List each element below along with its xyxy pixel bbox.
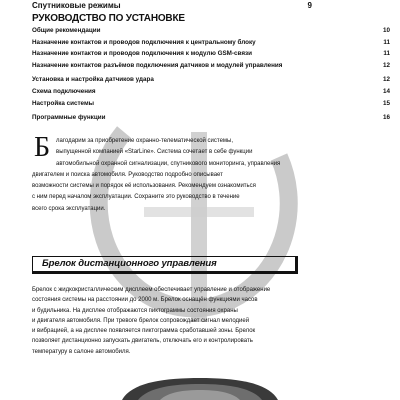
toc-entry: [32, 114, 390, 126]
toc-entry-page: 14: [382, 87, 390, 95]
toc-entry-title: Назначение контактов разъёмов подключения датчиков и модулей управления: [32, 61, 283, 69]
toc-entry: [32, 27, 390, 39]
toc-entry-title: Схема подключения: [32, 87, 96, 95]
toc-entry: [32, 62, 390, 74]
section-heading-text: Брелок дистанционного управления: [42, 258, 217, 269]
toc-entry-title: Настройка системы: [32, 99, 95, 107]
body-paragraph: [32, 285, 368, 357]
table-of-contents: [32, 27, 390, 126]
toc-entry-page: 11: [383, 38, 390, 46]
text-line: всего срока эксплуатации.: [32, 205, 106, 212]
text-line: состояния системы на расстоянии до 2000 м. Брелок оснащён функциями часов: [32, 297, 258, 304]
toc-entry-title: Программные функции: [32, 114, 106, 122]
text-line: автомобильной охранной сигнализации, спутникового мониторинга, управления: [56, 160, 281, 167]
section-heading: [32, 256, 300, 274]
text-line: возможности системы и порядок её использования. Рекомендуем ознакомиться: [32, 183, 256, 190]
toc-heading: РУКОВОДСТВО ПО УСТАНОВКЕ: [32, 13, 185, 24]
drop-cap: Б: [33, 132, 51, 163]
text-line: Брелок с жидкокристаллическим дисплеем обеспечивает управление и отображение: [32, 287, 271, 293]
text-line: позволяет дистанционно запускать двигатель, отключать его и контролировать: [32, 338, 253, 345]
toc-entry: [32, 76, 390, 88]
toc-entry-title: Назначение контактов и проводов подключения к центральному блоку: [32, 38, 256, 46]
toc-entry-title: Общие рекомендации: [32, 27, 101, 34]
toc-entry-page: 11: [383, 50, 390, 58]
text-line: и будильника. На дисплее отображаются пиктограммы состояния охраны: [32, 307, 238, 314]
toc-entry-page: 12: [382, 61, 390, 69]
toc-entry: [32, 39, 390, 51]
toc-entry-page: 15: [382, 99, 390, 107]
text-line: и двигателя автомобиля. При тревоге брелок сопровождает сигнал мелодией: [32, 317, 250, 324]
text-line: и вибрацией, а на дисплее появляется пиктограмма сработавшей зоны. Брелок: [32, 328, 256, 335]
intro-paragraph: [32, 132, 368, 215]
toc-previous-title: Спутниковые режимы: [32, 1, 121, 10]
toc-entry: [32, 88, 390, 100]
toc-entry-page: 16: [382, 114, 390, 122]
text-line: лагодарим за приобретение охранно-телематической системы,: [56, 138, 234, 144]
toc-previous-entry: [32, 1, 397, 11]
text-line: температуру в салоне автомобиля.: [32, 348, 131, 355]
toc-entry-title: Установка и настройка датчиков удара: [32, 76, 154, 84]
remote-fob-image: [120, 378, 280, 400]
toc-previous-page: 9: [307, 1, 312, 10]
toc-entry-title: Назначение контактов и проводов подключения к модулю GSM-связи: [32, 50, 252, 58]
toc-entry: [32, 50, 390, 62]
text-line: с ним перед началом эксплуатации. Сохраните это руководство в течение: [32, 194, 240, 201]
toc-entry-page: 12: [382, 76, 390, 84]
text-line: двигателем и поиска автомобиля. Руководство подробно описывает: [32, 171, 223, 178]
toc-entry-page: 10: [382, 27, 390, 34]
toc-entry: [32, 100, 390, 112]
text-line: выпущенной компанией «StarLine». Система сочетает в себе функции: [56, 149, 253, 156]
